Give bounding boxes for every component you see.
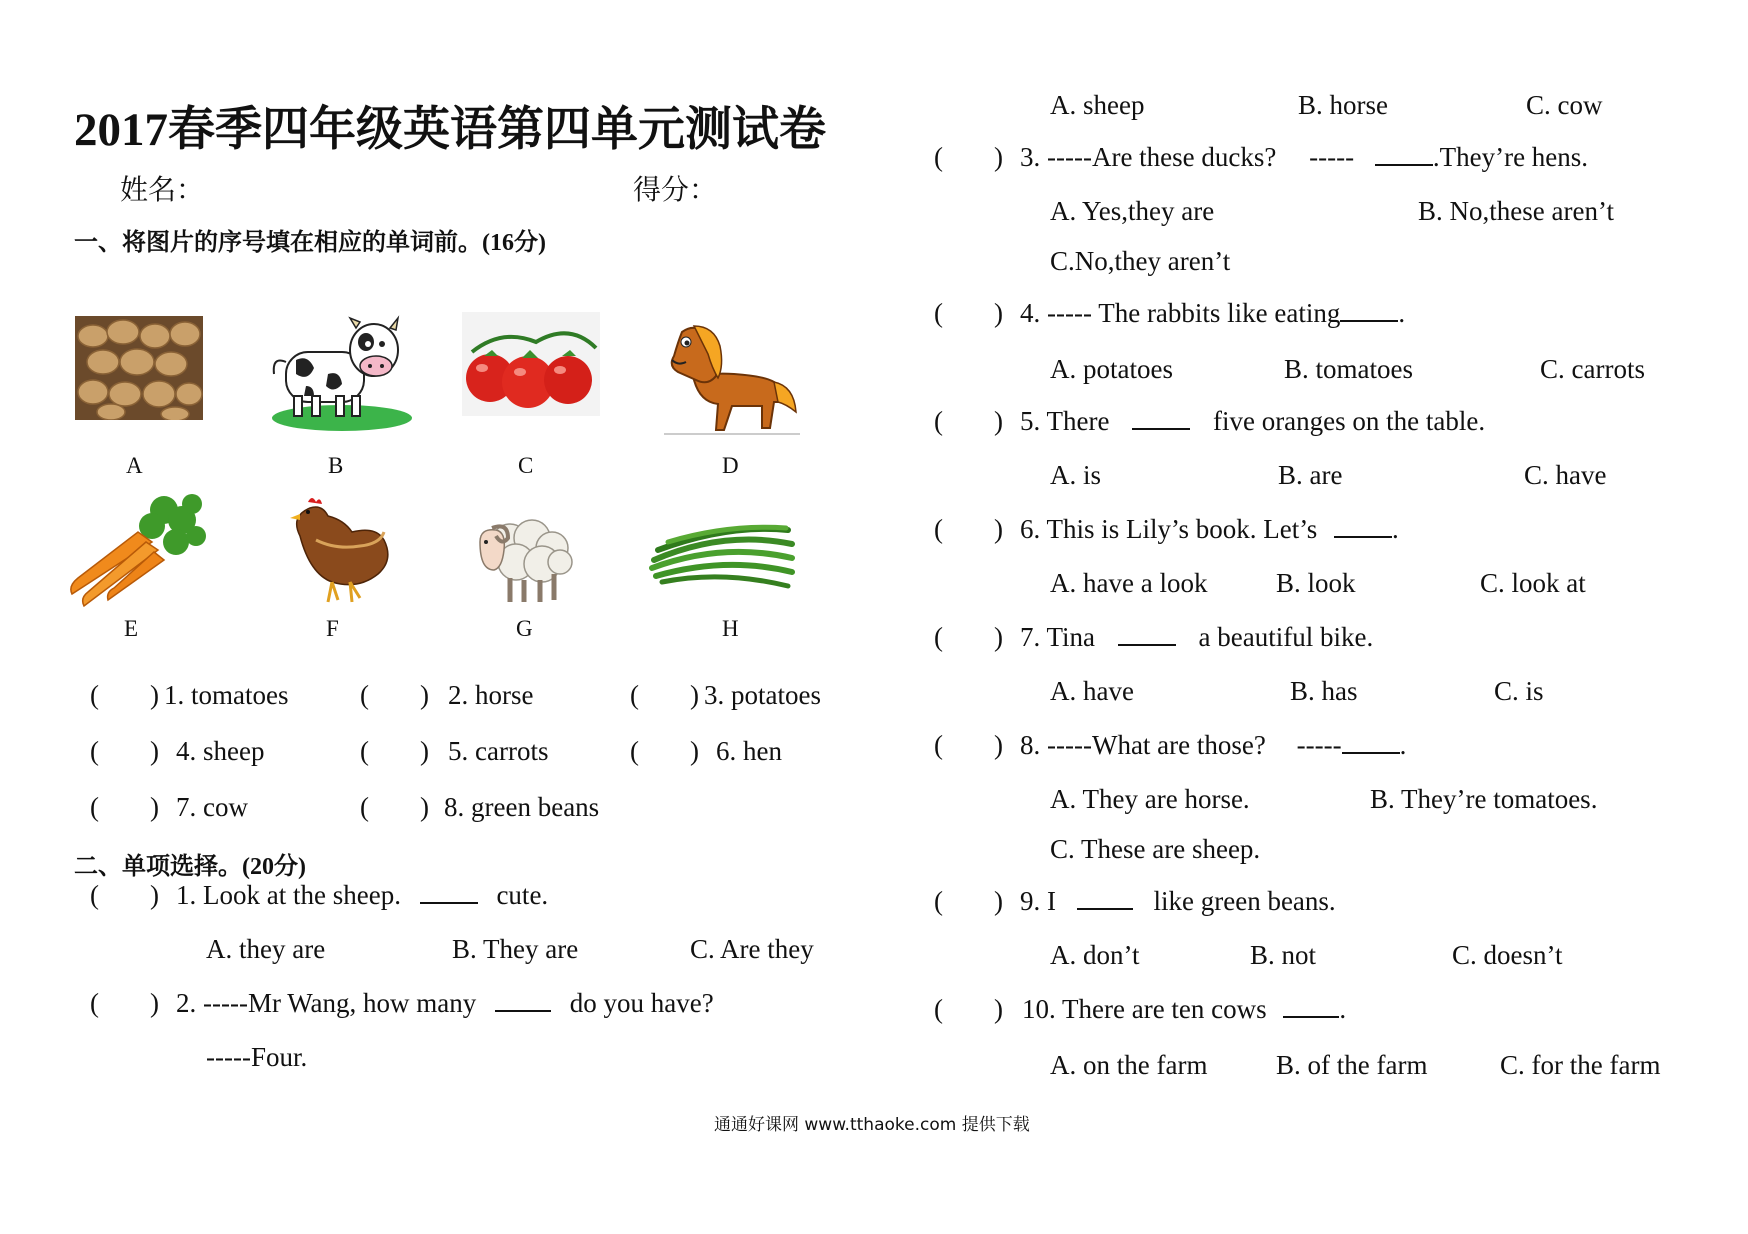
match-item-4: 4. sheep bbox=[176, 736, 265, 766]
q1-option-c: C. Are they bbox=[690, 934, 814, 964]
paren-close: ) bbox=[994, 622, 1003, 652]
q6-option-b: B. look bbox=[1276, 568, 1356, 598]
q5-option-a: A. is bbox=[1050, 460, 1102, 490]
horse-image bbox=[664, 318, 800, 436]
match-item-3: 3. potatoes bbox=[704, 680, 821, 710]
paren-close: ) bbox=[994, 994, 1003, 1024]
paren-open: ( bbox=[934, 622, 943, 652]
q4-option-c: C. carrots bbox=[1540, 354, 1645, 384]
answer-blank bbox=[1340, 298, 1398, 322]
paren-close: ) bbox=[150, 792, 159, 822]
carrots-image bbox=[68, 490, 208, 610]
paren-open: ( bbox=[90, 792, 99, 822]
answer-blank bbox=[1334, 514, 1392, 538]
question-3-text: 3. -----Are these ducks? ----- .They’re hens. bbox=[1020, 142, 1589, 172]
paren-open: ( bbox=[934, 298, 943, 328]
q3-option-c: C.No,they aren’t bbox=[1050, 246, 1231, 276]
q9-option-b: B. not bbox=[1250, 940, 1317, 970]
paren-open: ( bbox=[934, 886, 943, 916]
answer-blank bbox=[495, 988, 551, 1012]
picture-label-g: G bbox=[516, 616, 533, 641]
paren-close: ) bbox=[994, 886, 1003, 916]
answer-blank bbox=[1118, 622, 1176, 646]
paren-close: ) bbox=[994, 514, 1003, 544]
paren-open: ( bbox=[360, 792, 369, 822]
sheep-image bbox=[470, 512, 574, 606]
q5-option-c: C. have bbox=[1524, 460, 1607, 490]
paren-close: ) bbox=[994, 298, 1003, 328]
section1-heading: 一、将图片的序号填在相应的单词前。(16分) bbox=[74, 230, 546, 256]
paren-close: ) bbox=[420, 736, 429, 766]
section2-heading: 二、单项选择。(20分) bbox=[74, 854, 306, 880]
picture-label-f: F bbox=[326, 616, 339, 641]
q2-option-c: C. cow bbox=[1526, 90, 1603, 120]
name-label: 姓名： bbox=[120, 175, 205, 206]
picture-label-h: H bbox=[722, 616, 739, 641]
question-4-text: 4. ----- The rabbits like eating . bbox=[1020, 298, 1406, 328]
question-10-text: 10. There are ten cows . bbox=[1022, 994, 1347, 1024]
q3-option-a: A. Yes,they are bbox=[1050, 196, 1215, 226]
q4-option-b: B. tomatoes bbox=[1284, 354, 1413, 384]
cow-image bbox=[266, 312, 414, 432]
score-label: 得分： bbox=[633, 175, 718, 206]
question-7-text: 7. Tina a beautiful bike. bbox=[1020, 622, 1374, 652]
q1-option-a: A. they are bbox=[206, 934, 326, 964]
paren-open: ( bbox=[90, 680, 99, 710]
picture-label-a: A bbox=[126, 453, 143, 478]
paren-close: ) bbox=[420, 680, 429, 710]
paren-open: ( bbox=[934, 142, 943, 172]
q10-option-a: A. on the farm bbox=[1050, 1050, 1208, 1080]
q3-option-b: B. No,these aren’t bbox=[1418, 196, 1614, 226]
match-item-1: 1. tomatoes bbox=[164, 680, 289, 710]
q2-option-b: B. horse bbox=[1298, 90, 1388, 120]
green-beans-image bbox=[648, 520, 798, 590]
answer-blank bbox=[420, 880, 478, 904]
q5-option-b: B. are bbox=[1278, 460, 1343, 490]
q2-option-a: A. sheep bbox=[1050, 90, 1145, 120]
potatoes-image bbox=[75, 316, 203, 420]
paren-close: ) bbox=[994, 142, 1003, 172]
question-1-text: 1. Look at the sheep. cute. bbox=[176, 880, 549, 910]
q9-option-c: C. doesn’t bbox=[1452, 940, 1563, 970]
answer-blank bbox=[1342, 730, 1400, 754]
picture-label-c: C bbox=[518, 453, 534, 478]
picture-label-e: E bbox=[124, 616, 139, 641]
match-item-8: 8. green beans bbox=[444, 792, 600, 822]
q1-option-b: B. They are bbox=[452, 934, 579, 964]
match-item-5: 5. carrots bbox=[448, 736, 549, 766]
paren-close: ) bbox=[150, 880, 159, 910]
match-item-2: 2. horse bbox=[448, 680, 534, 710]
paren-open: ( bbox=[934, 994, 943, 1024]
q8-option-a: A. They are horse. bbox=[1050, 784, 1250, 814]
q6-option-c: C. look at bbox=[1480, 568, 1586, 598]
paren-open: ( bbox=[934, 406, 943, 436]
paren-open: ( bbox=[934, 730, 943, 760]
paren-open: ( bbox=[90, 988, 99, 1018]
paren-close: ) bbox=[150, 736, 159, 766]
paren-close: ) bbox=[150, 680, 159, 710]
paren-open: ( bbox=[90, 736, 99, 766]
match-item-6: 6. hen bbox=[716, 736, 782, 766]
q7-option-b: B. has bbox=[1290, 676, 1358, 706]
paren-close: ) bbox=[994, 730, 1003, 760]
paren-open: ( bbox=[360, 680, 369, 710]
answer-blank bbox=[1077, 886, 1133, 910]
q10-option-b: B. of the farm bbox=[1276, 1050, 1428, 1080]
paren-close: ) bbox=[420, 792, 429, 822]
q10-option-c: C. for the farm bbox=[1500, 1050, 1661, 1080]
paren-open: ( bbox=[90, 880, 99, 910]
page-title: 2017春季四年级英语第四单元测试卷 bbox=[74, 104, 826, 156]
q6-option-a: A. have a look bbox=[1050, 568, 1208, 598]
question-2-text: 2. -----Mr Wang, how many do you have? bbox=[176, 988, 714, 1018]
paren-close: ) bbox=[150, 988, 159, 1018]
answer-blank bbox=[1283, 994, 1339, 1018]
q7-option-c: C. is bbox=[1494, 676, 1544, 706]
q4-option-a: A. potatoes bbox=[1050, 354, 1173, 384]
q2-reply: -----Four. bbox=[206, 1042, 308, 1072]
answer-blank bbox=[1375, 142, 1433, 166]
q8-option-c: C. These are sheep. bbox=[1050, 834, 1261, 864]
paren-close: ) bbox=[690, 680, 699, 710]
paren-open: ( bbox=[630, 736, 639, 766]
paren-open: ( bbox=[360, 736, 369, 766]
question-5-text: 5. There five oranges on the table. bbox=[1020, 406, 1486, 436]
paren-open: ( bbox=[934, 514, 943, 544]
paren-close: ) bbox=[690, 736, 699, 766]
tomatoes-image bbox=[462, 312, 600, 416]
question-8-text: 8. -----What are those? ----- . bbox=[1020, 730, 1407, 760]
footer-source: 通通好课网 www.tthaoke.com 提供下载 bbox=[714, 1115, 1030, 1135]
q8-option-b: B. They’re tomatoes. bbox=[1370, 784, 1598, 814]
hen-image bbox=[286, 496, 400, 606]
q7-option-a: A. have bbox=[1050, 676, 1134, 706]
question-6-text: 6. This is Lily’s book. Let’s . bbox=[1020, 514, 1399, 544]
picture-label-b: B bbox=[328, 453, 344, 478]
picture-label-d: D bbox=[722, 453, 739, 478]
paren-open: ( bbox=[630, 680, 639, 710]
q9-option-a: A. don’t bbox=[1050, 940, 1140, 970]
question-9-text: 9. I like green beans. bbox=[1020, 886, 1336, 916]
match-item-7: 7. cow bbox=[176, 792, 248, 822]
paren-close: ) bbox=[994, 406, 1003, 436]
answer-blank bbox=[1132, 406, 1190, 430]
